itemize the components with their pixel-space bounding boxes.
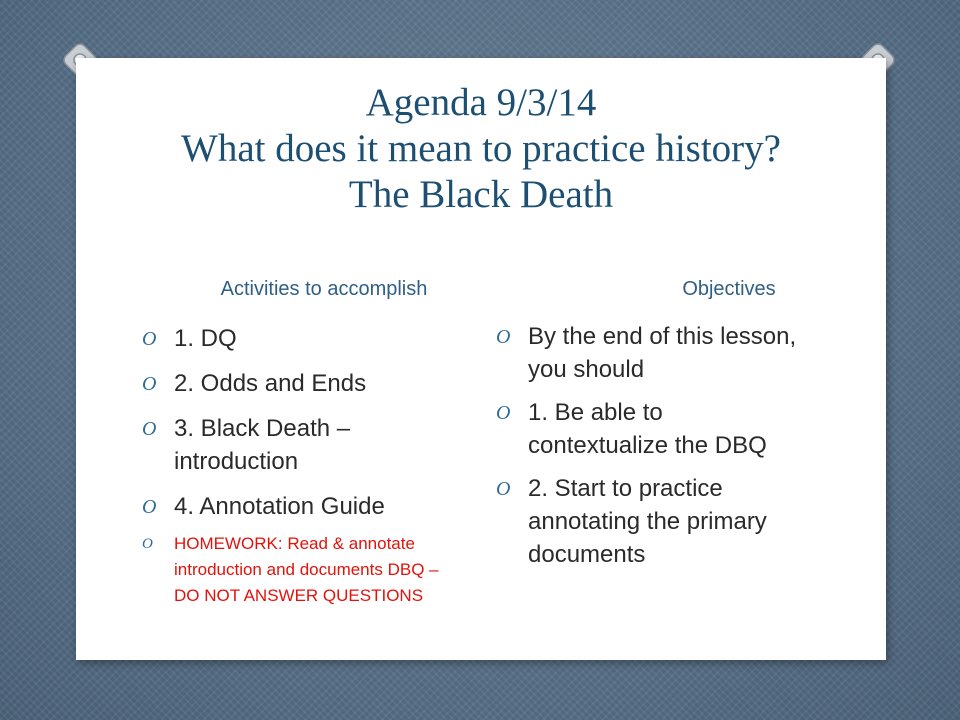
list-item-text: 1. Be able to contextualize the DBQ [528,399,767,459]
bullet-icon: O [142,536,153,552]
title-line: Agenda 9/3/14 [365,81,597,124]
list-item [140,322,460,355]
bullet-icon: O [496,478,511,500]
bullet-icon: O [496,326,511,348]
bullet-icon: O [142,418,157,440]
activities-heading: Activities to accomplish [220,278,428,300]
list-item [494,320,804,386]
homework-item [140,531,460,609]
bullet-icon: O [142,328,157,350]
list-item-text: By the end of this lesson, you should [528,323,797,383]
list-item [140,367,460,400]
list-item [140,412,460,478]
list-item-text: 4. Annotation Guide [174,493,385,520]
objectives-heading: Objectives [682,278,776,300]
list-item [494,472,804,571]
list-item [140,490,460,523]
bullet-icon: O [496,402,511,424]
bullet-icon: O [142,373,157,395]
title-line: What does it mean to practice history? [181,127,781,170]
list-item-text: 1. DQ [174,325,237,352]
slide-title [76,80,886,218]
activities-list [140,322,460,621]
slide-card [76,58,886,660]
list-item-text: 3. Black Death – introduction [174,415,351,475]
objectives-list [494,320,804,581]
title-line: The Black Death [348,173,614,216]
bullet-icon: O [142,496,157,518]
list-item-text: 2. Start to practice annotating the primary documents [528,475,767,568]
list-item [494,396,804,462]
homework-text: HOMEWORK: Read & annotate introduction and documents DBQ – DO NOT ANSWER QUESTIONS [174,534,439,605]
list-item-text: 2. Odds and Ends [174,370,367,397]
